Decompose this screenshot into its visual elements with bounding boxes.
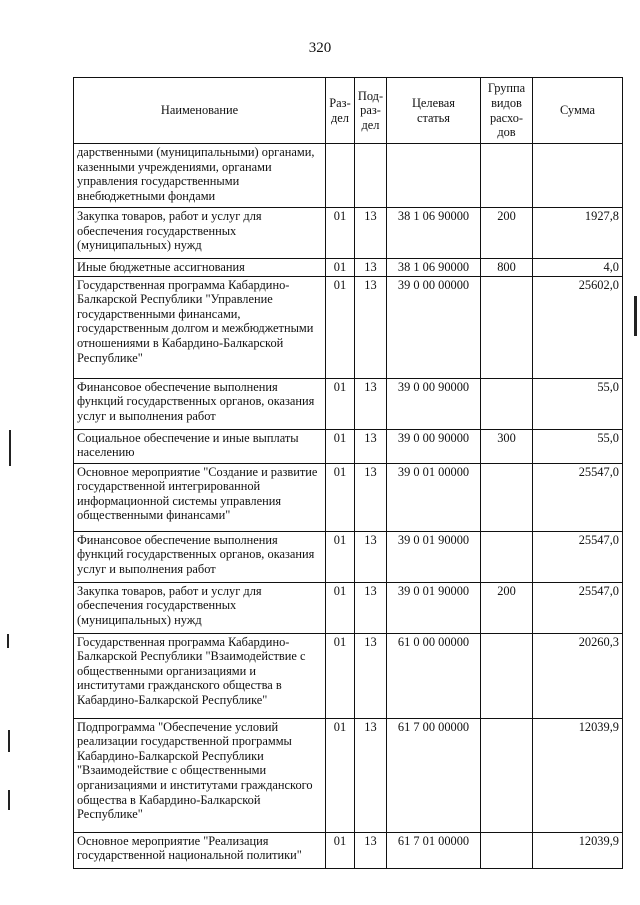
cell-razdel: 01 — [326, 582, 355, 633]
header-razdel: Раз- дел — [326, 78, 355, 144]
table-row — [74, 531, 623, 582]
cell-name: Государственная программа Кабардино-Балкарской Республики "Управление государственными финансами, государственным долгом и межбюджетными отношениями в Кабардино-Балкарской Республике" — [74, 276, 326, 378]
cell-celevaya — [387, 144, 481, 208]
cell-summa: 20260,3 — [533, 633, 623, 718]
cell-razdel: 01 — [326, 633, 355, 718]
table-row — [74, 718, 623, 832]
budget-table — [73, 77, 623, 869]
table-row — [74, 259, 623, 277]
table-row — [74, 463, 623, 531]
cell-celevaya: 39 0 00 00000 — [387, 276, 481, 378]
cell-name: Подпрограмма "Обеспечение условий реализации государственной программы Кабардино-Балкарской Республики "Взаимодействие с общественными организациями и институтами гражданского общества в Кабардино-Балкарской Республике" — [74, 718, 326, 832]
cell-summa: 25547,0 — [533, 463, 623, 531]
scan-mark — [9, 430, 11, 466]
cell-name: Социальное обеспечение и иные выплаты населению — [74, 429, 326, 463]
header-gruppa: Группа видов расхо- дов — [481, 78, 533, 144]
cell-summa: 25547,0 — [533, 531, 623, 582]
cell-name: дарственными (муниципальными) органами, казенными учреждениями, органами управления государственными внебюджетными фондами — [74, 144, 326, 208]
cell-podrazdel: 13 — [355, 633, 387, 718]
table-row — [74, 582, 623, 633]
cell-summa: 25602,0 — [533, 276, 623, 378]
cell-podrazdel: 13 — [355, 531, 387, 582]
cell-summa: 55,0 — [533, 429, 623, 463]
cell-name: Закупка товаров, работ и услуг для обеспечения государственных (муниципальных) нужд — [74, 208, 326, 259]
cell-razdel: 01 — [326, 718, 355, 832]
cell-gruppa: 300 — [481, 429, 533, 463]
table-row — [74, 144, 623, 208]
cell-razdel — [326, 144, 355, 208]
cell-summa: 12039,9 — [533, 832, 623, 868]
table-header — [74, 78, 623, 144]
cell-name: Основное мероприятие "Реализация государственной национальной политики" — [74, 832, 326, 868]
cell-name: Финансовое обеспечение выполнения функций государственных органов, оказания услуг и выполнения работ — [74, 378, 326, 429]
cell-razdel: 01 — [326, 378, 355, 429]
header-celevaya: Целевая статья — [387, 78, 481, 144]
table-row — [74, 429, 623, 463]
table-row — [74, 378, 623, 429]
cell-razdel: 01 — [326, 531, 355, 582]
scan-mark — [8, 730, 10, 752]
cell-gruppa — [481, 531, 533, 582]
cell-name: Государственная программа Кабардино-Балкарской Республики "Взаимодействие с общественными организациями и институтами гражданского общества в Кабардино-Балкарской Республике" — [74, 633, 326, 718]
cell-name: Закупка товаров, работ и услуг для обеспечения государственных (муниципальных) нужд — [74, 582, 326, 633]
scan-mark — [8, 790, 10, 810]
cell-gruppa — [481, 276, 533, 378]
cell-summa: 25547,0 — [533, 582, 623, 633]
cell-podrazdel: 13 — [355, 276, 387, 378]
cell-summa: 55,0 — [533, 378, 623, 429]
table-row — [74, 208, 623, 259]
table-row — [74, 832, 623, 868]
cell-gruppa: 200 — [481, 582, 533, 633]
cell-celevaya: 61 7 00 00000 — [387, 718, 481, 832]
header-podrazdel: Под- раз- дел — [355, 78, 387, 144]
cell-gruppa — [481, 144, 533, 208]
cell-gruppa — [481, 463, 533, 531]
cell-podrazdel — [355, 144, 387, 208]
cell-summa: 4,0 — [533, 259, 623, 277]
cell-razdel: 01 — [326, 276, 355, 378]
scan-mark — [7, 634, 9, 648]
cell-razdel: 01 — [326, 463, 355, 531]
cell-celevaya: 39 0 00 90000 — [387, 378, 481, 429]
cell-celevaya: 38 1 06 90000 — [387, 259, 481, 277]
cell-gruppa — [481, 633, 533, 718]
cell-razdel: 01 — [326, 832, 355, 868]
cell-gruppa: 200 — [481, 208, 533, 259]
cell-celevaya: 61 0 00 00000 — [387, 633, 481, 718]
cell-gruppa — [481, 832, 533, 868]
header-name: Наименование — [74, 78, 326, 144]
cell-celevaya: 39 0 00 90000 — [387, 429, 481, 463]
cell-podrazdel: 13 — [355, 429, 387, 463]
scan-mark — [634, 296, 637, 336]
header-summa: Сумма — [533, 78, 623, 144]
cell-summa — [533, 144, 623, 208]
cell-podrazdel: 13 — [355, 208, 387, 259]
page-number: 320 — [308, 40, 332, 56]
cell-name: Иные бюджетные ассигнования — [74, 259, 326, 277]
cell-celevaya: 39 0 01 00000 — [387, 463, 481, 531]
table-row — [74, 276, 623, 378]
cell-gruppa — [481, 718, 533, 832]
cell-podrazdel: 13 — [355, 259, 387, 277]
cell-razdel: 01 — [326, 208, 355, 259]
cell-gruppa — [481, 378, 533, 429]
cell-podrazdel: 13 — [355, 378, 387, 429]
cell-celevaya: 39 0 01 90000 — [387, 531, 481, 582]
cell-summa: 1927,8 — [533, 208, 623, 259]
cell-name: Основное мероприятие "Создание и развитие государственной интегрированной информационной системы управления общественными финансами" — [74, 463, 326, 531]
cell-name: Финансовое обеспечение выполнения функций государственных органов, оказания услуг и выполнения работ — [74, 531, 326, 582]
table-body — [74, 144, 623, 869]
cell-razdel: 01 — [326, 429, 355, 463]
cell-celevaya: 38 1 06 90000 — [387, 208, 481, 259]
cell-razdel: 01 — [326, 259, 355, 277]
table-row — [74, 633, 623, 718]
cell-gruppa: 800 — [481, 259, 533, 277]
cell-celevaya: 61 7 01 00000 — [387, 832, 481, 868]
cell-podrazdel: 13 — [355, 463, 387, 531]
cell-podrazdel: 13 — [355, 832, 387, 868]
cell-celevaya: 39 0 01 90000 — [387, 582, 481, 633]
cell-podrazdel: 13 — [355, 718, 387, 832]
cell-summa: 12039,9 — [533, 718, 623, 832]
cell-podrazdel: 13 — [355, 582, 387, 633]
